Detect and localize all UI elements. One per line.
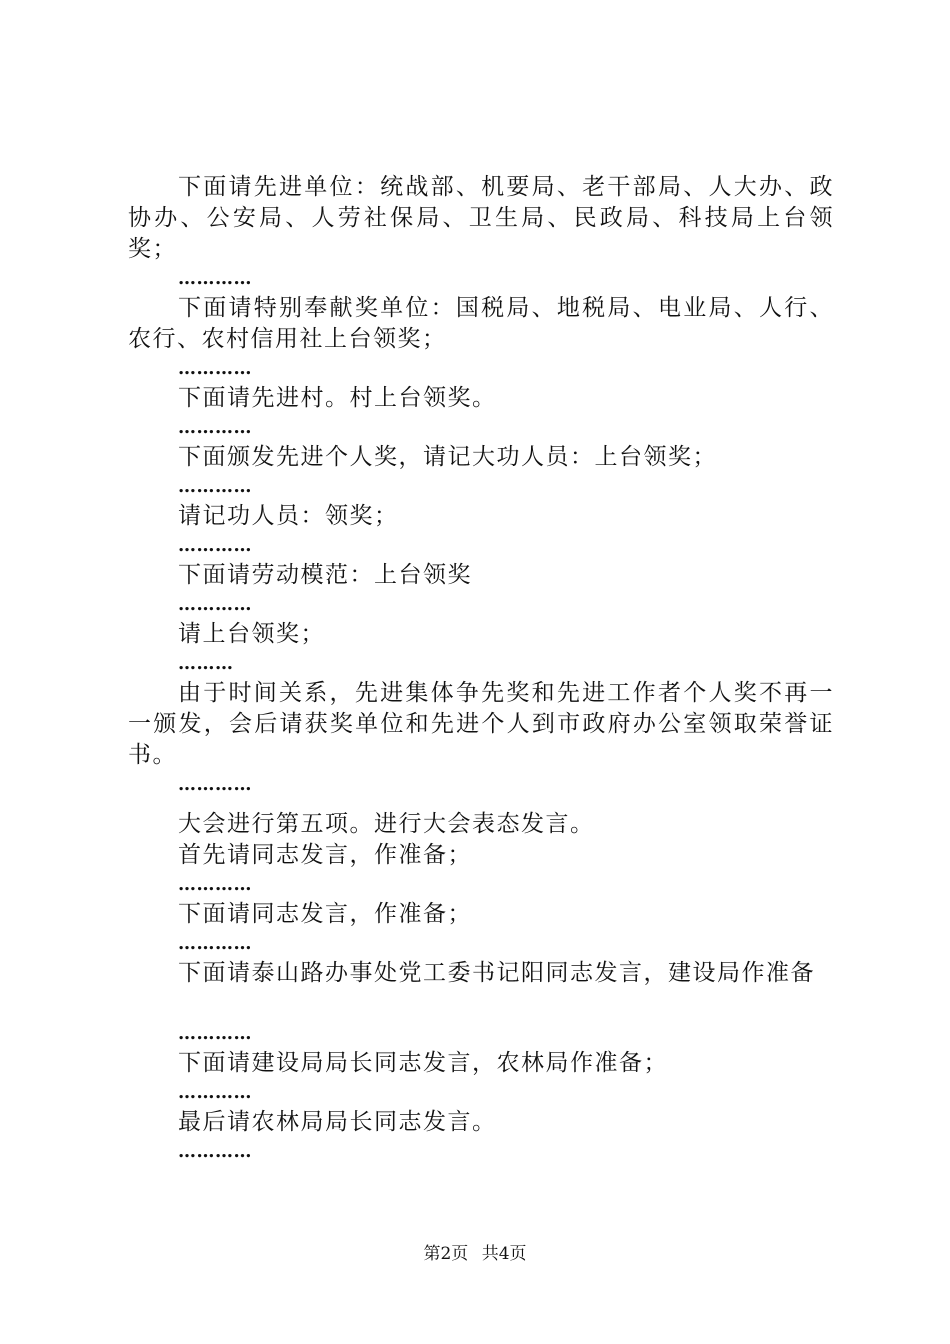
ellipsis-line: ………… xyxy=(178,1141,252,1162)
paragraph: 下面请同志发言，作准备； xyxy=(178,901,472,927)
paragraph: 由于时间关系，先进集体争先奖和先进工作者个人奖不再一一颁发，会后请获奖单位和先进个人到市政府办公室领取荣誉证书。 xyxy=(128,680,834,768)
ellipsis-line: ………… xyxy=(178,268,252,289)
ellipsis-line: ………… xyxy=(178,933,252,954)
ellipsis-line: ………… xyxy=(178,774,252,795)
page-footer xyxy=(0,1242,950,1266)
paragraph: 下面请泰山路办事处党工委书记阳同志发言，建设局作准备 xyxy=(178,960,815,986)
paragraph: 请上台领奖； xyxy=(178,621,325,647)
blank-line xyxy=(128,989,834,1020)
ellipsis-line: ………… xyxy=(178,874,252,895)
ellipsis-line: ………… xyxy=(178,1082,252,1103)
paragraph: 下面请先进村。村上台领奖。 xyxy=(178,385,497,411)
page-total: 共4页 xyxy=(481,1244,527,1264)
ellipsis-line: ………… xyxy=(178,358,252,379)
paragraph: 请记功人员：领奖； xyxy=(178,503,399,529)
paragraph: 下面请先进单位：统战部、机要局、老干部局、人大办、政协办、公安局、人劳社保局、卫生局、民政局、科技局上台领奖； xyxy=(128,174,834,262)
paragraph: 最后请农林局局长同志发言。 xyxy=(178,1109,497,1135)
page-number: 第2页 xyxy=(423,1244,469,1264)
ellipsis-line: ………… xyxy=(178,535,252,556)
ellipsis-line: ………… xyxy=(178,1023,252,1044)
ellipsis-line: ……… xyxy=(178,653,234,674)
document-body xyxy=(128,172,834,1166)
ellipsis-line: ………… xyxy=(178,476,252,497)
paragraph: 下面请建设局局长同志发言，农林局作准备； xyxy=(178,1050,668,1076)
paragraph: 下面请特别奉献奖单位：国税局、地税局、电业局、人行、农行、农村信用社上台领奖； xyxy=(128,295,834,352)
paragraph: 下面请劳动模范：上台领奖 xyxy=(178,562,472,588)
ellipsis-line: ………… xyxy=(178,417,252,438)
ellipsis-line: ………… xyxy=(178,594,252,615)
paragraph: 下面颁发先进个人奖，请记大功人员：上台领奖； xyxy=(178,444,717,470)
paragraph: 大会进行第五项。进行大会表态发言。 xyxy=(178,811,595,837)
paragraph: 首先请同志发言，作准备； xyxy=(178,842,472,868)
